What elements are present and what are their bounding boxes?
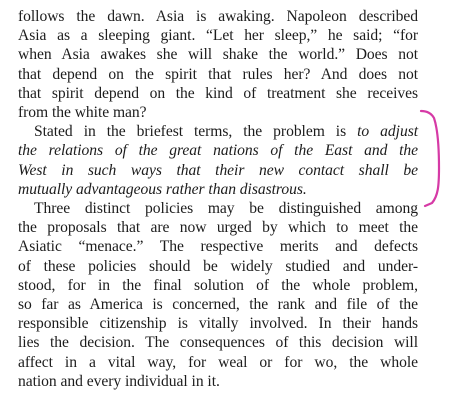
text-line: the proposals that are now urged by which to meet the [18, 219, 418, 237]
text-line: nation and every individual in it. [18, 372, 220, 390]
text-line: lies the decision. The consequences of this decision will [18, 334, 418, 352]
text-segment: Stated in the briefest terms, the problem is [34, 123, 358, 141]
text-line: from the white man? [18, 104, 147, 121]
text-line: Three distinct policies may be distinguished among [34, 200, 418, 217]
text-line: when Asia awakes she will shake the world.” Does not [18, 46, 418, 64]
text-line: so far as America is concerned, the rank and file of the [18, 296, 418, 313]
text-line: stood, for in the final solution of the whole problem, [18, 276, 418, 294]
text-line: mutually advantageous rather than disastrous. [18, 180, 307, 198]
text-line: that spirit depend on the kind of treatment she receives [18, 84, 418, 102]
text-segment: to adjust [357, 123, 418, 141]
text-line: follows the dawn. Asia is awaking. Napoleon described [18, 8, 418, 25]
handwritten-bracket [421, 111, 439, 206]
text-line: Asia as a sleeping giant. “Let her sleep,” he said; “for [18, 27, 418, 45]
text-line: the relations of the great nations of the East and the [18, 142, 418, 160]
text-line: responsible citizenship is vitally involved. In their hands [18, 315, 418, 333]
text-line: West in such ways that their new contact shall be [18, 161, 418, 179]
text-line: affect in a vital way, for weal or for wo, the whole [18, 353, 418, 371]
text-line: of these policies should be widely studied and under- [18, 257, 418, 275]
text-line: that depend on the spirit that rules her? And does not [18, 65, 418, 83]
text-line: Asiatic “menace.” The respective merits and defects [18, 238, 418, 256]
